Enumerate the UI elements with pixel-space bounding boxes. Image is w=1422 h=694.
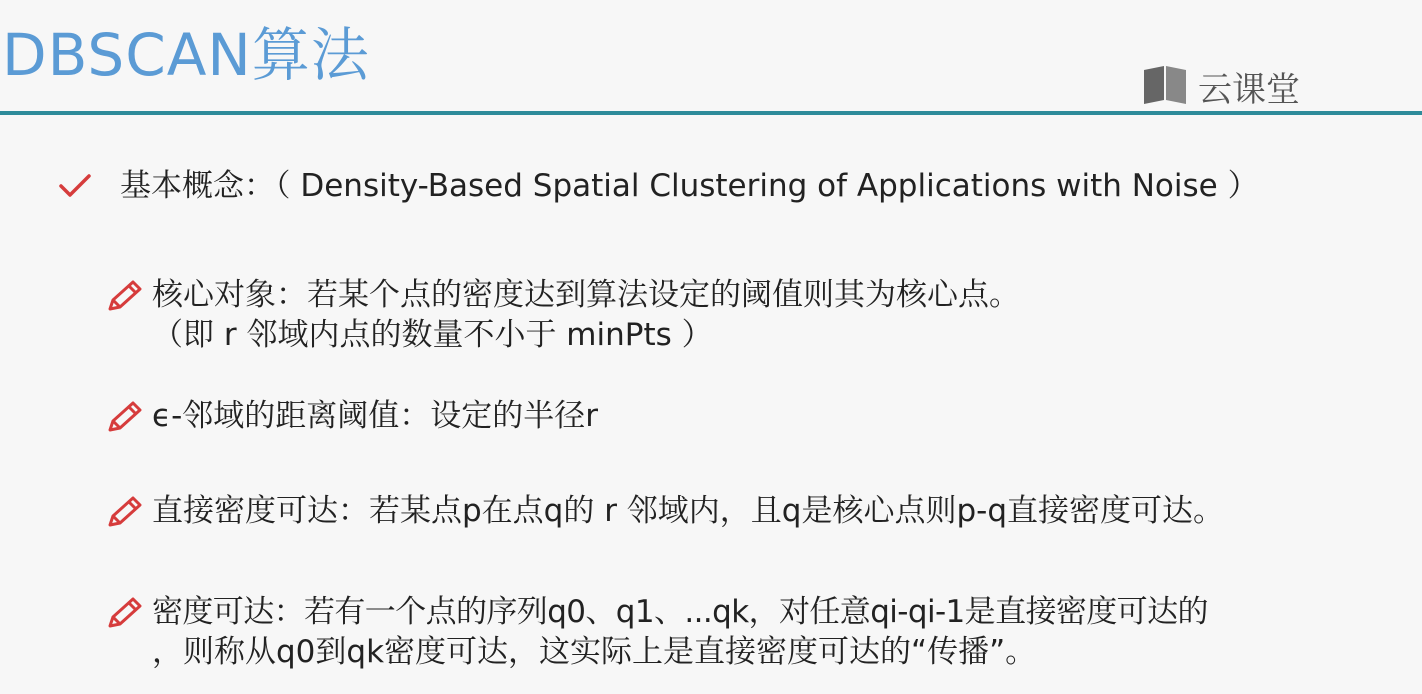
concept-heading bbox=[58, 166, 1259, 206]
density-reachable-note: ，则称从q0到qk密度可达，这实际上是直接密度可达的“传播”。 bbox=[152, 634, 1037, 670]
pencil-icon bbox=[106, 596, 144, 634]
concept-heading-text: 基本概念：（ Density-Based Spatial Clustering of Applications with Noise ） bbox=[120, 168, 1259, 204]
density-reachable-text: 密度可达：若有一个点的序列q0、q1、...qk，对任意qi-qi-1是直接密度可达的 bbox=[152, 594, 1208, 630]
core-object-note: （即 r 邻域内点的数量不小于 minPts ） bbox=[152, 317, 713, 353]
slide-title: DBSCAN算法 bbox=[2, 21, 370, 89]
brand-logo bbox=[1142, 62, 1300, 111]
list-item-direct-reachable bbox=[106, 491, 1224, 533]
direct-reachable-text: 直接密度可达：若某点p在点q的 r 邻域内，且q是核心点则p-q直接密度可达。 bbox=[152, 493, 1225, 529]
book-icon bbox=[1142, 64, 1188, 110]
list-item-epsilon bbox=[106, 396, 598, 438]
pencil-icon bbox=[106, 495, 144, 533]
pencil-icon bbox=[106, 400, 144, 438]
list-item-core-object bbox=[106, 275, 1020, 355]
pencil-icon bbox=[106, 279, 144, 317]
brand-name: 云课堂 bbox=[1198, 70, 1300, 110]
list-item-density-reachable bbox=[106, 592, 1208, 672]
title-divider bbox=[0, 111, 1422, 115]
check-icon bbox=[58, 172, 92, 204]
epsilon-text: ϵ-邻域的距离阈值：设定的半径r bbox=[152, 398, 599, 434]
core-object-text: 核心对象：若某个点的密度达到算法设定的阈值则其为核心点。 bbox=[152, 277, 1020, 313]
